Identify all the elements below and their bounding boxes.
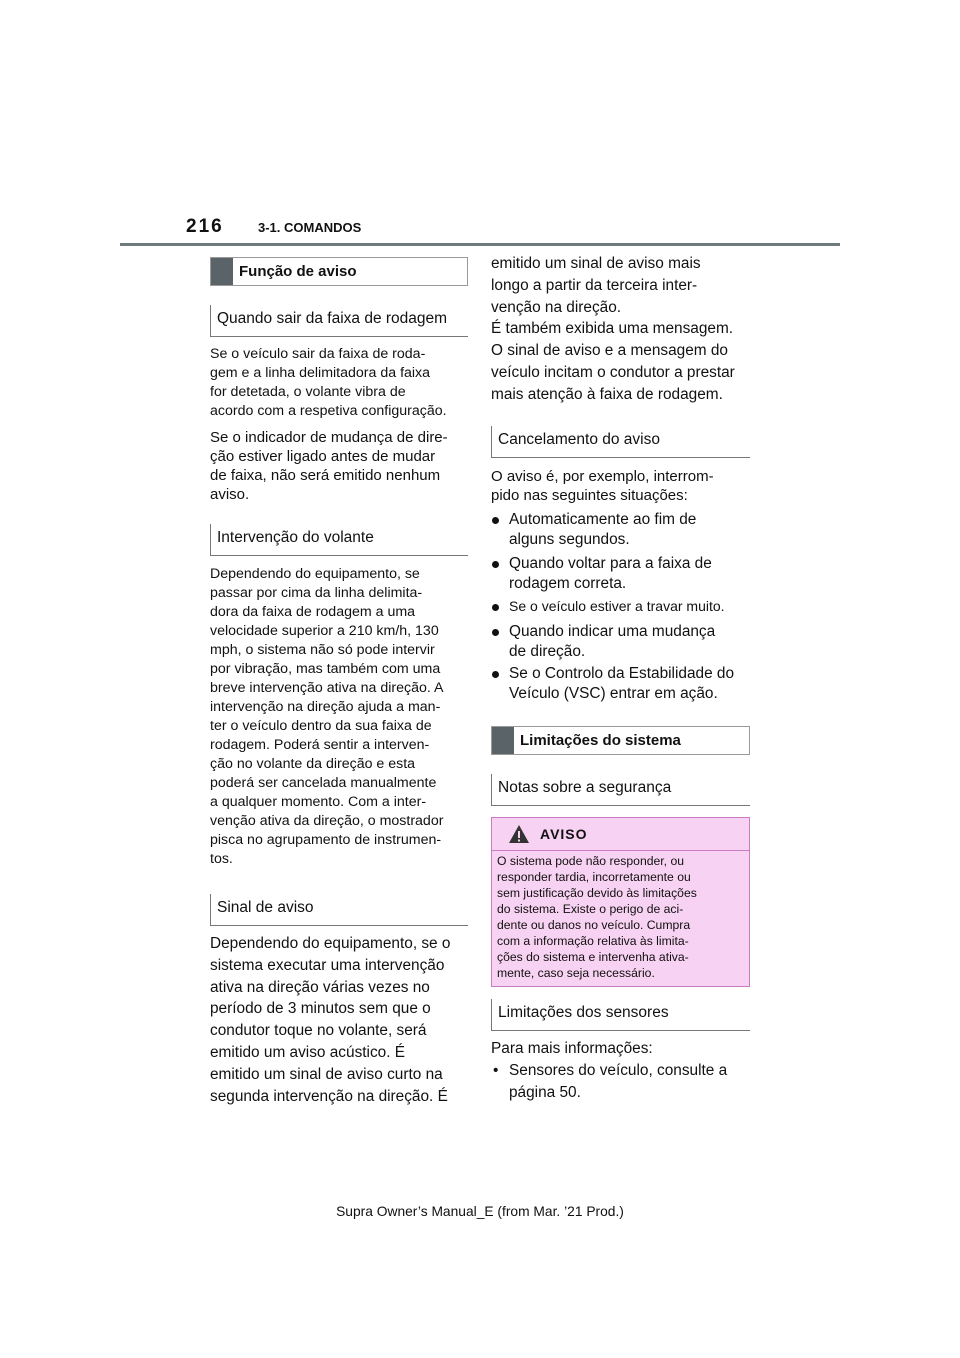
text-line: for detetada, o volante vibra de <box>210 384 406 400</box>
text-line: O sistema pode não responder, ou <box>497 854 684 868</box>
subheading-warning-cancel <box>491 426 750 458</box>
text-line: emitido um sinal de aviso curto na <box>210 1065 443 1083</box>
text-line: período de 3 minutos sem que o <box>210 1000 431 1018</box>
text-line: passar por cima da linha delimita- <box>210 585 423 601</box>
subheading-text: Limitações dos sensores <box>498 1004 669 1021</box>
text-line: de direção. <box>509 642 586 660</box>
paragraph-warning-continued <box>491 253 753 406</box>
text-line: Veículo (VSC) entrar em ação. <box>509 684 718 702</box>
text-line: responder tardia, incorretamente ou <box>497 870 691 884</box>
text-line: emitido um aviso acústico. É <box>210 1043 406 1061</box>
subheading-text: Sinal de aviso <box>217 899 314 916</box>
paragraph-turn-indicator <box>210 428 470 504</box>
text-line: longo a partir da terceira inter- <box>491 276 698 294</box>
text-line: sem justificação devido às limitações <box>497 886 697 900</box>
list-item <box>491 622 751 661</box>
section-title-bar <box>211 258 233 285</box>
text-line: gem e a linha delimitadora da faixa <box>210 365 431 381</box>
text-line: mente, caso seja necessário. <box>497 966 655 980</box>
text-line: Se o veículo sair da faixa de roda- <box>210 346 426 362</box>
text-line: Se o Controlo da Estabilidade do <box>509 665 735 682</box>
warning-title: AVISO <box>540 826 588 842</box>
subheading-text: Quando sair da faixa de rodagem <box>217 310 448 327</box>
text-line: pido nas seguintes situações: <box>491 487 688 504</box>
text-line: rodagem. Poderá sentir a interven- <box>210 737 430 753</box>
text-line: mais atenção à faixa de rodagem. <box>491 385 723 403</box>
text-line: dente ou danos no veículo. Cumpra <box>497 918 691 932</box>
section-title-warning-function <box>210 257 468 286</box>
warning-box <box>491 817 750 987</box>
paragraph-warning-cancel <box>491 467 753 505</box>
text-line: O sinal de aviso e a mensagem do <box>491 342 728 360</box>
bullet-icon <box>492 517 499 524</box>
section-title-system-limitations <box>491 726 750 755</box>
paragraph-steering-intervention <box>210 565 472 869</box>
text-line: pisca no agrupamento de instrumen- <box>210 832 442 848</box>
text-line: de faixa, não será emitido nenhum <box>210 467 441 484</box>
text-line: a qualquer momento. Com a inter- <box>210 794 427 810</box>
text-line: intervenção na direção ajuda a man- <box>210 699 441 715</box>
text-line: Automaticamente ao fim de <box>509 511 697 528</box>
text-line: Se o indicador de mudança de dire- <box>210 429 448 446</box>
subheading-warning-signal <box>210 894 468 926</box>
text-line: Quando indicar uma mudança <box>509 623 716 640</box>
bullet-icon <box>492 561 499 568</box>
warning-text <box>497 853 745 981</box>
text-line: Sensores do veículo, consulte a <box>509 1062 728 1079</box>
text-line: Dependendo do equipamento, se o <box>210 935 451 952</box>
list-item <box>491 664 751 703</box>
subheading-safety-notes <box>491 774 750 806</box>
bullet-icon: • <box>493 1062 499 1079</box>
header-divider <box>120 243 840 246</box>
bullet-icon <box>492 604 499 611</box>
text-line: segunda intervenção na direção. É <box>210 1087 448 1105</box>
footer-text: Supra Owner’s Manual_E (from Mar. ’21 Prod.) <box>336 1204 624 1219</box>
page-number: 216 <box>186 216 224 237</box>
text-line: venção na direção. <box>491 298 622 316</box>
text-line: Quando voltar para a faixa de <box>509 555 712 572</box>
text-line: ativa na direção várias vezes no <box>210 978 430 996</box>
list-item <box>491 597 751 617</box>
text-line: veículo incitam o condutor a prestar <box>491 363 735 381</box>
bullet-icon <box>492 629 499 636</box>
section-title-bar <box>492 727 514 754</box>
text-line: ções do sistema e intervenha ativa- <box>497 950 689 964</box>
text-line: venção ativa da direção, o mostrador <box>210 813 444 829</box>
text-line: acordo com a respetiva configuração. <box>210 403 447 419</box>
paragraph-more-info: Para mais informações: <box>491 1040 653 1057</box>
text-line: tos. <box>210 851 233 867</box>
warning-divider <box>492 850 749 851</box>
text-line: Dependendo do equipamento, se <box>210 566 420 582</box>
list-item <box>491 510 751 549</box>
paragraph-warning-signal <box>210 933 472 1107</box>
subheading-sensor-limitations <box>491 999 750 1031</box>
text-line: dora da faixa de rodagem a uma <box>210 604 416 620</box>
subheading-leaving-lane <box>210 305 468 337</box>
text-line: ter o veículo dentro da sua faixa de <box>210 718 432 734</box>
text-line: Se o veículo estiver a travar muito. <box>509 598 725 614</box>
text-line: poderá ser cancelada manualmente <box>210 775 437 791</box>
text-line: emitido um sinal de aviso mais <box>491 255 701 272</box>
text-line: com a informação relativa às limita- <box>497 934 689 948</box>
warning-triangle-icon <box>508 824 530 844</box>
bullet-icon <box>492 671 499 678</box>
subheading-text: Cancelamento do aviso <box>498 431 660 448</box>
text-line: por vibração, mas também com uma <box>210 661 441 677</box>
subheading-text: Notas sobre a segurança <box>498 779 672 796</box>
text-line: É também exibida uma mensagem. <box>491 320 734 338</box>
subheading-steering-intervention <box>210 524 468 556</box>
text-line: breve intervenção ativa na direção. A <box>210 680 444 696</box>
chapter-title: 3-1. COMANDOS <box>258 220 362 235</box>
text-line: mph, o sistema não só pode intervir <box>210 642 435 658</box>
section-title-text: Função de aviso <box>239 263 357 280</box>
text-line: velocidade superior a 210 km/h, 130 <box>210 623 439 639</box>
paragraph-leaving-lane <box>210 345 470 421</box>
list-item <box>491 554 751 593</box>
text-line: ção estiver ligado antes de mudar <box>210 448 436 465</box>
text-line: O aviso é, por exemplo, interrom- <box>491 468 714 485</box>
text-line: sistema executar uma intervenção <box>210 956 445 974</box>
text-line: condutor toque no volante, será <box>210 1022 427 1040</box>
text-line: rodagem correta. <box>509 574 627 592</box>
text-line: alguns segundos. <box>509 530 630 548</box>
section-title-text: Limitações do sistema <box>520 732 681 749</box>
text-line: do sistema. Existe o perigo de aci- <box>497 902 684 916</box>
text-line: ção no volante da direção e esta <box>210 756 416 772</box>
text-line: aviso. <box>210 486 250 503</box>
subheading-text: Intervenção do volante <box>217 529 374 546</box>
text-line: página 50. <box>509 1083 581 1101</box>
list-item-vehicle-sensors <box>491 1060 753 1104</box>
